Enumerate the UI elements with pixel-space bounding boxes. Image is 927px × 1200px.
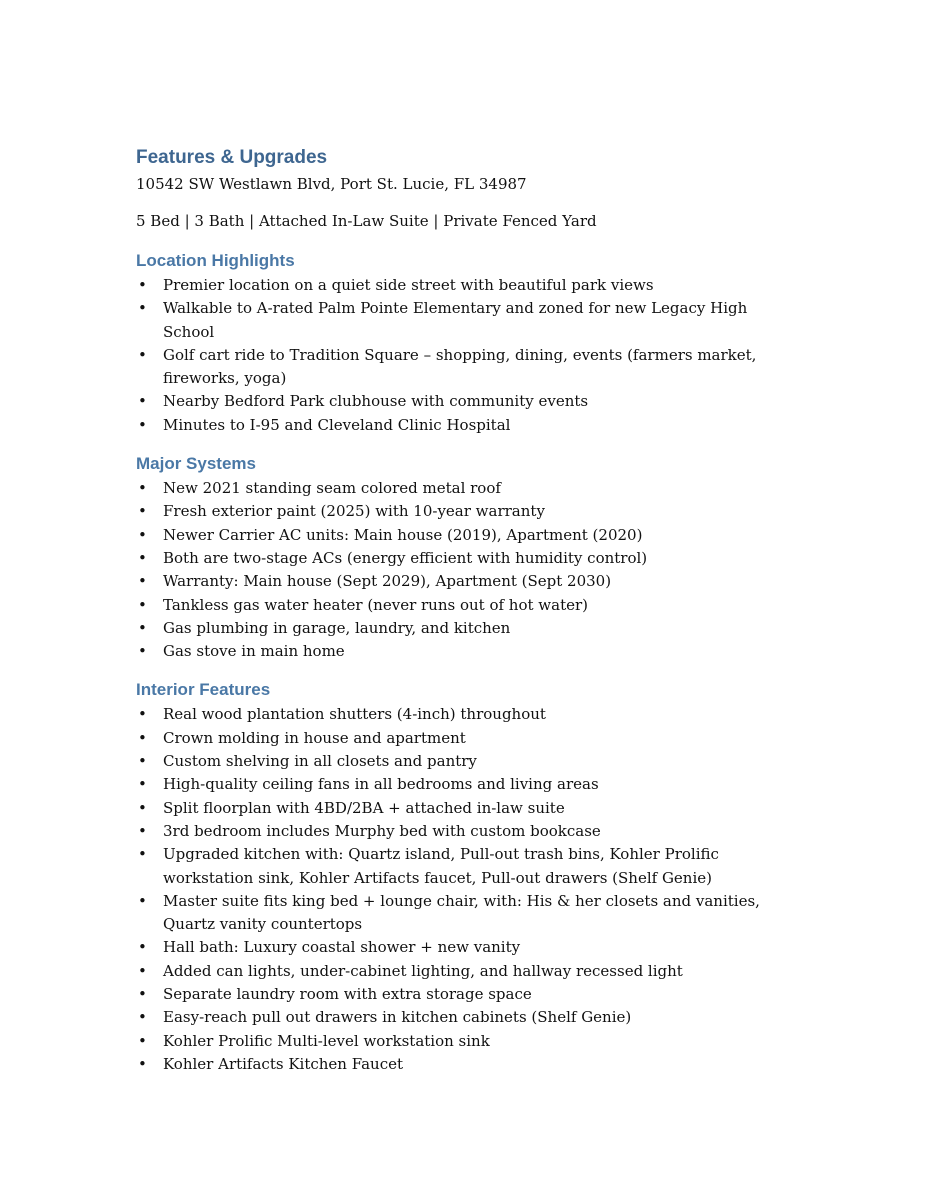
list-item-text: Newer Carrier AC units: Main house (2019), Apartment (2020) xyxy=(163,525,643,544)
list-item-text: Fresh exterior paint (2025) with 10-year warranty xyxy=(163,502,545,521)
list-item xyxy=(136,1053,803,1076)
bullet-icon: • xyxy=(138,1054,147,1073)
bullet-icon: • xyxy=(138,595,147,614)
list-item-text: Both are two-stage ACs (energy efficient with humidity control) xyxy=(163,548,648,567)
list-item-text: Master suite fits king bed + lounge chair, with: His & her closets and vanities, Quartz vanity countertops xyxy=(163,891,760,934)
section-heading: Interior Features xyxy=(136,680,271,700)
list-item xyxy=(136,414,803,437)
bullet-icon: • xyxy=(138,985,147,1004)
list-item-text: Kohler Artifacts Kitchen Faucet xyxy=(163,1054,404,1073)
list-item xyxy=(136,983,803,1006)
bullet-icon: • xyxy=(138,345,147,364)
bullet-list xyxy=(136,477,816,663)
bullet-icon: • xyxy=(138,891,147,910)
bullet-list xyxy=(136,703,816,1076)
list-item-text: Added can lights, under-cabinet lighting, and hallway recessed light xyxy=(163,961,683,980)
list-item xyxy=(136,477,803,500)
list-item-text: Tankless gas water heater (never runs out of hot water) xyxy=(163,595,589,614)
bullet-icon: • xyxy=(138,276,147,294)
list-item xyxy=(136,547,803,570)
bullet-icon: • xyxy=(138,1031,147,1050)
list-item xyxy=(136,960,803,983)
property-summary: 5 Bed | 3 Bath | Attached In-Law Suite | Private Fenced Yard xyxy=(136,212,597,230)
list-item xyxy=(136,703,803,726)
list-item-text: 3rd bedroom includes Murphy bed with custom bookcase xyxy=(163,821,601,840)
bullet-icon: • xyxy=(138,618,147,637)
bullet-icon: • xyxy=(138,299,147,318)
bullet-icon: • xyxy=(138,1008,147,1027)
section-heading: Major Systems xyxy=(136,454,256,474)
list-item xyxy=(136,390,803,413)
list-item xyxy=(136,500,803,523)
list-item xyxy=(136,274,803,297)
bullet-icon: • xyxy=(138,479,147,498)
bullet-icon: • xyxy=(138,775,147,794)
list-item xyxy=(136,524,803,547)
list-item xyxy=(136,617,803,640)
bullet-icon: • xyxy=(138,392,147,411)
list-item-text: Easy-reach pull out drawers in kitchen cabinets (Shelf Genie) xyxy=(163,1008,632,1027)
section-major-systems xyxy=(136,452,816,663)
sections-container xyxy=(136,249,816,1076)
bullet-list xyxy=(136,274,816,437)
bullet-icon: • xyxy=(138,728,147,747)
bullet-icon: • xyxy=(138,961,147,980)
bullet-icon: • xyxy=(138,821,147,840)
bullet-icon: • xyxy=(138,845,147,864)
list-item-text: Separate laundry room with extra storage space xyxy=(163,985,532,1004)
list-item-text: Gas stove in main home xyxy=(163,642,345,661)
list-item-text: New 2021 standing seam colored metal roof xyxy=(163,479,501,498)
list-item-text: Golf cart ride to Tradition Square – shopping, dining, events (farmers market, fireworks, yoga) xyxy=(163,345,757,388)
list-item-text: Hall bath: Luxury coastal shower + new vanity xyxy=(163,938,521,957)
bullet-icon: • xyxy=(138,415,147,434)
list-item-text: Custom shelving in all closets and pantry xyxy=(163,752,477,771)
list-item xyxy=(136,890,803,937)
list-item-text: Premier location on a quiet side street with beautiful park views xyxy=(163,276,654,294)
list-item xyxy=(136,843,803,890)
document-content xyxy=(136,145,816,1076)
list-item-text: Upgraded kitchen with: Quartz island, Pull-out trash bins, Kohler Prolific workstation sink, Kohler Artifacts faucet, Pull-out drawers (Shelf Genie) xyxy=(163,845,719,887)
list-item-text: Minutes to I-95 and Cleveland Clinic Hospital xyxy=(163,415,511,434)
list-item-text: Real wood plantation shutters (4-inch) throughout xyxy=(163,705,546,724)
list-item xyxy=(136,820,803,843)
list-item-text: High-quality ceiling fans in all bedrooms and living areas xyxy=(163,775,599,794)
list-item xyxy=(136,570,803,593)
page-title: Features & Upgrades xyxy=(136,147,328,168)
bullet-icon: • xyxy=(138,642,147,661)
list-item-text: Walkable to A-rated Palm Pointe Elementary and zoned for new Legacy High School xyxy=(163,299,748,341)
bullet-icon: • xyxy=(138,938,147,957)
list-item xyxy=(136,797,803,820)
section-interior-features xyxy=(136,678,816,1076)
bullet-icon: • xyxy=(138,705,147,724)
list-item xyxy=(136,936,803,959)
list-item-text: Crown molding in house and apartment xyxy=(163,728,466,747)
list-item-text: Split floorplan with 4BD/2BA + attached in-law suite xyxy=(163,798,565,817)
list-item xyxy=(136,344,803,391)
list-item xyxy=(136,727,803,750)
bullet-icon: • xyxy=(138,525,147,544)
list-item-text: Nearby Bedford Park clubhouse with community events xyxy=(163,392,589,411)
list-item xyxy=(136,773,803,796)
bullet-icon: • xyxy=(138,548,147,567)
list-item xyxy=(136,640,803,663)
bullet-icon: • xyxy=(138,572,147,591)
property-address: 10542 SW Westlawn Blvd, Port St. Lucie, FL 34987 xyxy=(136,175,527,193)
list-item xyxy=(136,750,803,773)
section-heading: Location Highlights xyxy=(136,251,295,270)
list-item-text: Warranty: Main house (Sept 2029), Apartment (Sept 2030) xyxy=(163,572,612,591)
bullet-icon: • xyxy=(138,798,147,817)
list-item xyxy=(136,1030,803,1053)
list-item xyxy=(136,297,803,344)
section-location-highlights xyxy=(136,249,816,437)
bullet-icon: • xyxy=(138,752,147,771)
list-item-text: Kohler Prolific Multi-level workstation sink xyxy=(163,1031,490,1050)
bullet-icon: • xyxy=(138,502,147,521)
list-item xyxy=(136,594,803,617)
list-item-text: Gas plumbing in garage, laundry, and kitchen xyxy=(163,618,511,637)
list-item xyxy=(136,1006,803,1029)
